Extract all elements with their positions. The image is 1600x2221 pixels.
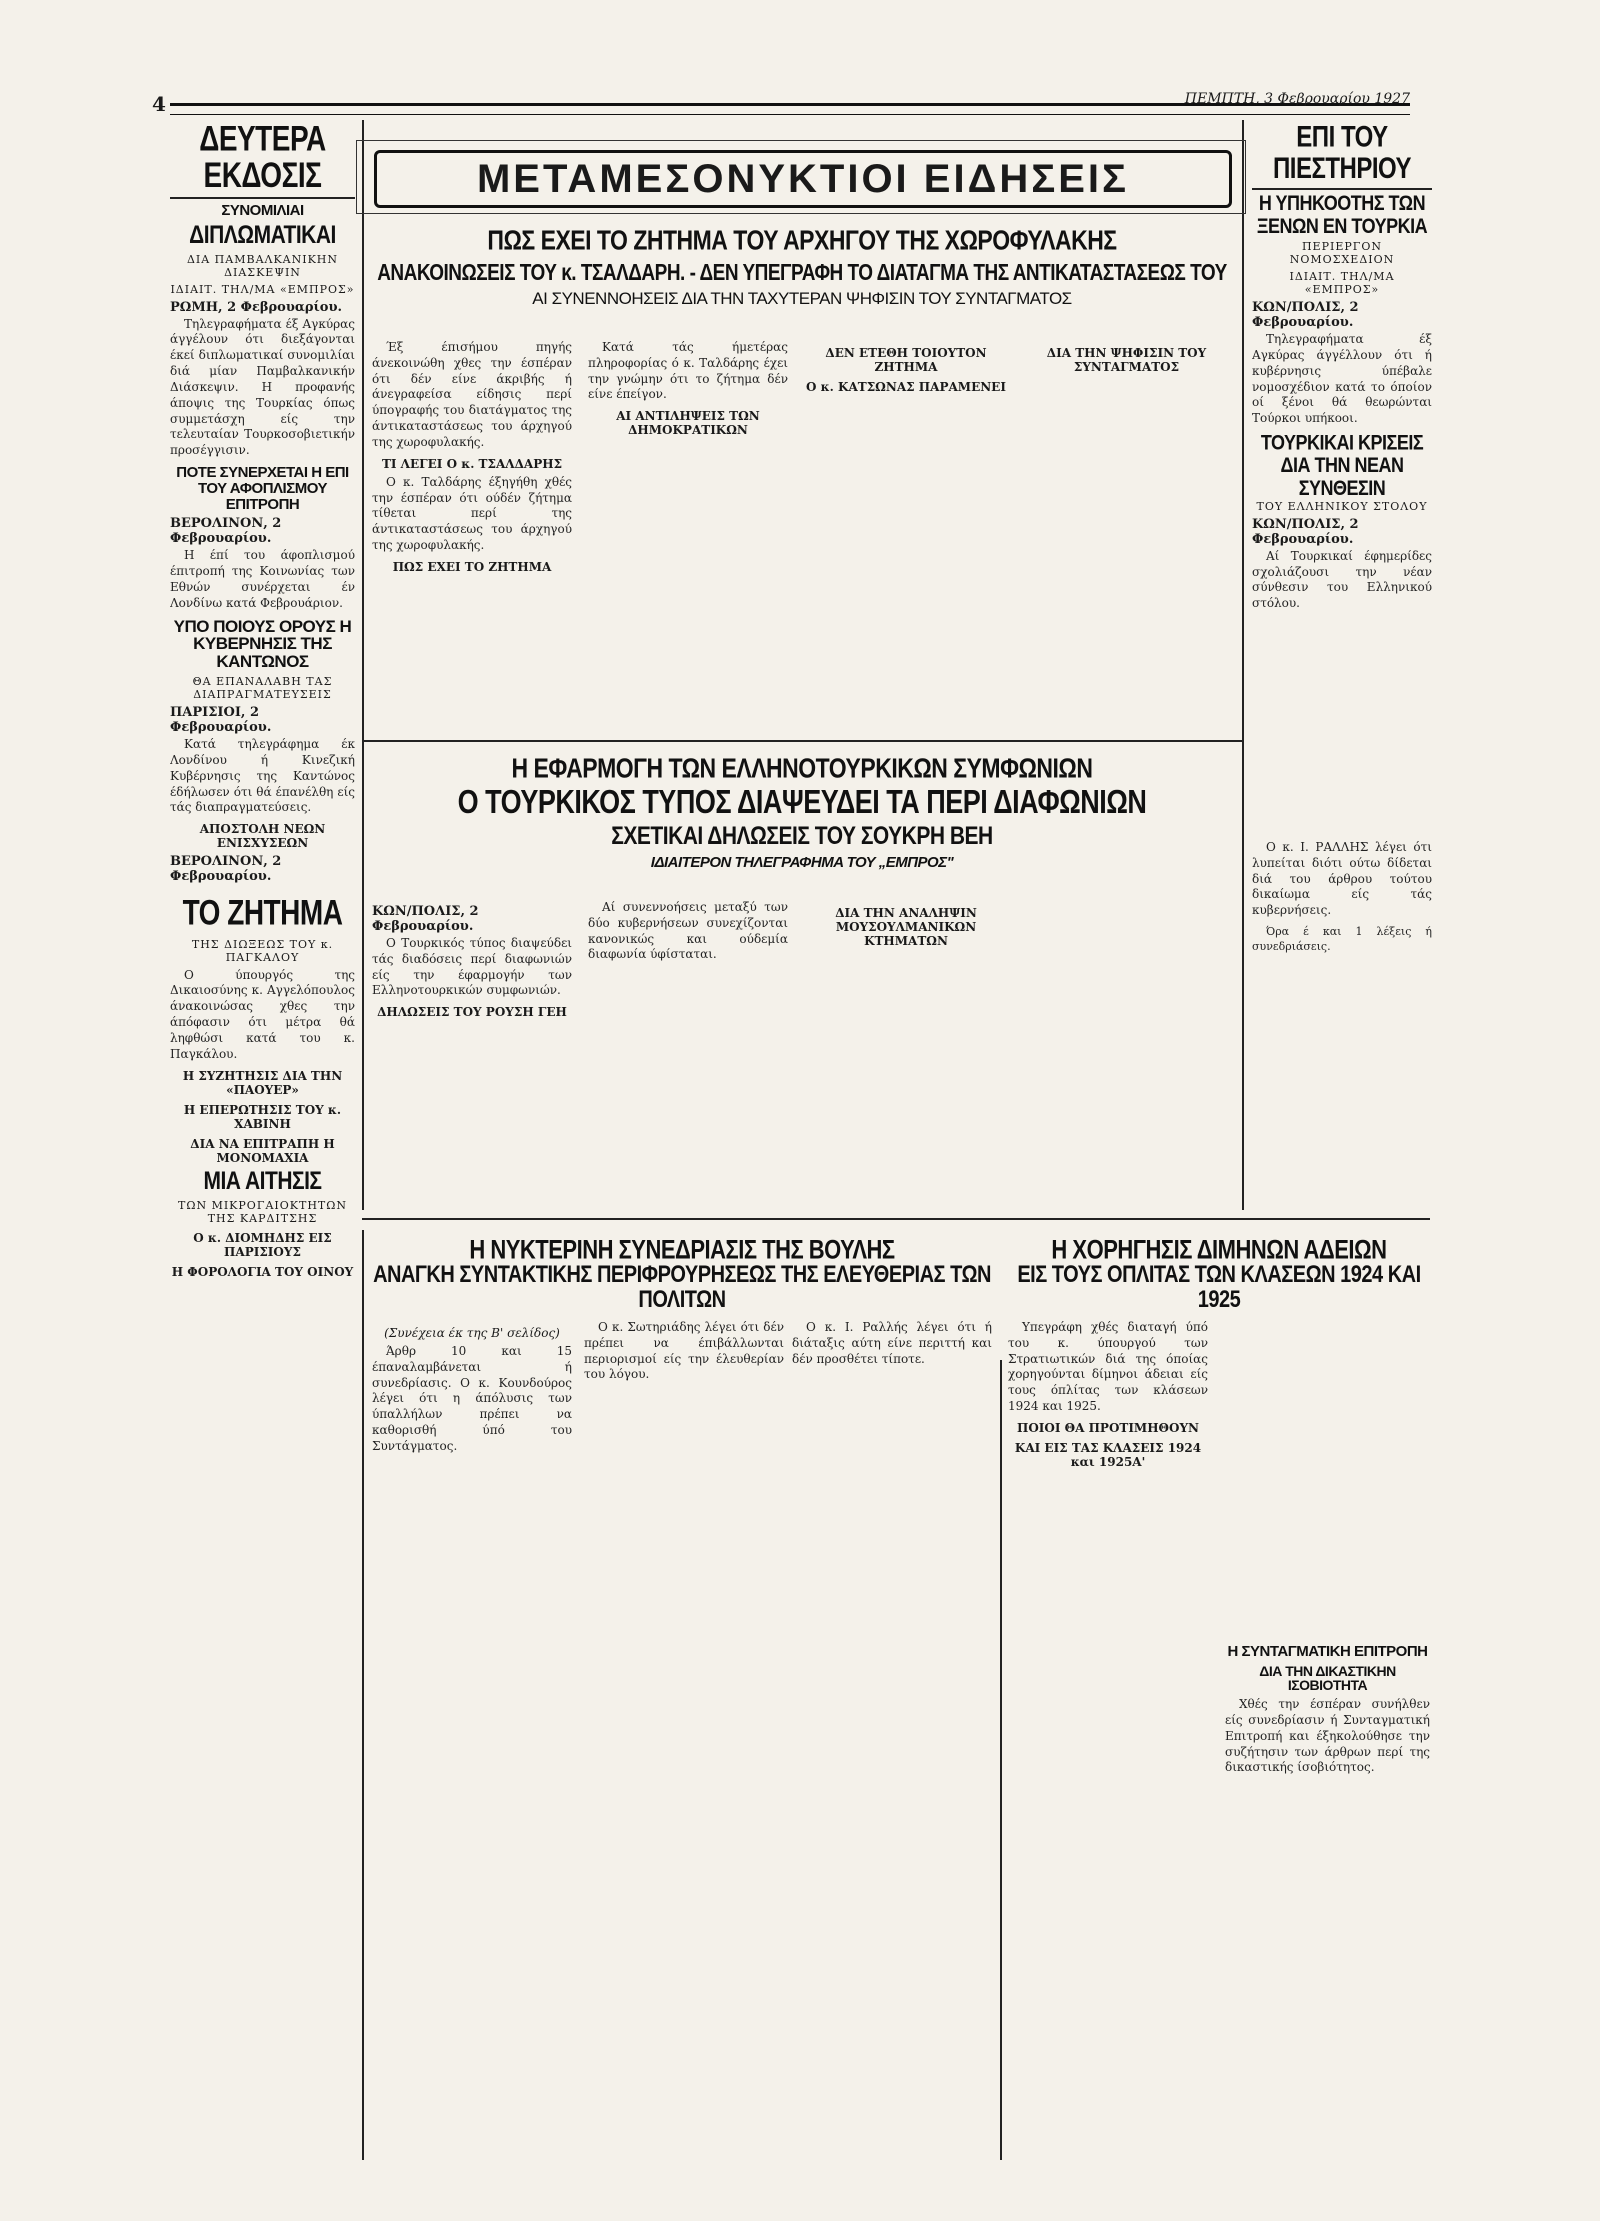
story-source: ΙΔΙΑΙΤ. ΤΗΛ/ΜΑ «ΕΜΠΡΟΣ» (1289, 270, 1395, 297)
right-bottom-col2 (1225, 1640, 1430, 1782)
section-rule (1000, 1218, 1430, 1220)
center-top-story (372, 222, 1232, 312)
left-column (170, 120, 355, 1283)
story-headline: Η ΧΟΡΗΓΗΣΙΣ ΔΙΜΗΝΩΝ ΑΔΕΙΩΝ (1051, 1234, 1387, 1265)
story-subhead: ΤΟΥ ΕΛΛΗΝΙΚΟΥ ΣΤΟΛΟΥ (1256, 499, 1428, 513)
story-subhead: ΠΕΡΙΕΡΓΟΝ ΝΟΜΟΣΧΕΔΙΟΝ (1289, 240, 1395, 267)
column-rule (1242, 120, 1244, 1210)
story-body: Κατά τηλεγράφημα έκ Λονδίνου ή Κινεζική Κυβέρνησις της Καντώνος έδήλωσεν ότι θά έπανέλθη είς τάς διαπραγματεύσεις. (170, 737, 355, 815)
section-banner: ΜΕΤΑΜΕΣΟΝΥΚΤΙΟΙ ΕΙΔΗΣΕΙΣ (374, 150, 1232, 208)
story-subhead: ΔΙΑ ΠΑΜΒΑΛΚΑΝΙΚΗΝ ΔΙΑΣΚΕΨΙΝ (186, 252, 339, 279)
story-body: Ο ύπουργός της Δικαιοσύνης κ. Αγγελόπουλος άνακοινώσας χθες την άπόφασιν ότι μέτρα θά ληφθώσι κατά του κ. Παγκάλου. (170, 967, 355, 1061)
story-dateline: ΚΩΝ/ΠΟΛΙΣ, 2 Φεβρουαρίου. (372, 904, 479, 934)
story-headline: ΣΧΕΤΙΚΑΙ ΔΗΛΩΣΕΙΣ ΤΟΥ ΣΟΥΚΡΗ ΒΕΗ (611, 823, 993, 851)
story-body: Τηλεγραφήματα έξ Αγκύρας άγγέλουν ότι διεξάγονται έκεί διπλωματικαί συνομιλίαι διά μίαν Παμβαλκανικήν Διάσκεψιν. Η προφανής άποψις της Τουρκίας όπως συμμετάσχη είς την τελευταίαν Τουρκοσοβιετικήν προσέγγισιν. (170, 316, 355, 458)
story-headline: Ο κ. ΔΙΟΜΗΔΗΣ ΕΙΣ ΠΑΡΙΣΙΟΥΣ (193, 1230, 332, 1259)
story-source: ΙΔΙΑΙΤ. ΤΗΛ/ΜΑ «ΕΜΠΡΟΣ» (170, 282, 355, 296)
story-subhead: ΑΙ ΑΝΤΙΛΗΨΕΙΣ ΤΩΝ ΔΗΜΟΚΡΑΤΙΚΩΝ (616, 409, 760, 438)
story-headline: ΕΙΣ ΤΟΥΣ ΟΠΛΙΤΑΣ ΤΩΝ ΚΛΑΣΕΩΝ 1924 ΚΑΙ 1925 (1017, 1261, 1421, 1314)
story-dateline: ΚΩΝ/ΠΟΛΙΣ, 2 Φεβρουαρίου. (1252, 516, 1359, 547)
story-subhead: ΤΗΣ ΔΙΩΞΕΩΣ ΤΟΥ κ. ΠΑΓΚΑΛΟΥ (191, 937, 334, 964)
story-dateline: ΡΩΜΗ, 2 Φεβρουαρίου. (170, 299, 342, 315)
story-subhead: ΤΙ ΛΕΓΕΙ Ο κ. ΤΣΑΛΔΑΡΗΣ (381, 456, 563, 471)
story-headline: Η ΕΦΑΡΜΟΓΗ ΤΩΝ ΕΛΛΗΝΟΤΟΥΡΚΙΚΩΝ ΣΥΜΦΩΝΙΩΝ (511, 752, 1093, 784)
center-mid-col1 (372, 900, 572, 1023)
folio-date: ΠΕΜΠΤΗ, 3 Φεβρουαρίου 1927 (1184, 91, 1410, 107)
story-kicker: ΣΥΝΟΜΙΛΙΑΙ (221, 201, 304, 219)
story-subhead: ΠΟΙΟΙ ΘΑ ΠΡΟΤΙΜΗΘΟΥΝ (1017, 1420, 1199, 1435)
story-subhead: Ο κ. ΚΑΤΣΩΝΑΣ ΠΑΡΑΜΕΝΕΙ (806, 380, 1006, 394)
story-subhead: ΔΙΑ ΤΗΝ ΨΗΦΙΣΙΝ ΤΟΥ ΣΥΝΤΑΓΜΑΤΟΣ (1046, 346, 1207, 374)
center-bottom-col2 (584, 1320, 784, 1389)
center-top-col2 (588, 340, 788, 441)
footnote: Όρα έ και 1 λέξεις ή συνεδριάσεις. (1252, 925, 1432, 953)
story-headline: Η ΝΥΚΤΕΡΙΝΗ ΣΥΝΕΔΡΙΑΣΙΣ ΤΗΣ ΒΟΥΛΗΣ (469, 1234, 895, 1265)
story-subhead: ΚΑΙ ΕΙΣ ΤΑΣ ΚΛΑΣΕΙΣ 1924 και 1925Α' (1014, 1440, 1202, 1469)
story-dateline: ΚΩΝ/ΠΟΛΙΣ, 2 Φεβρουαρίου. (1252, 300, 1359, 331)
story-headline: ΔΙΑ ΤΗΝ ΔΙΚΑΣΤΙΚΗΝ ΙΣΟΒΙΟΤΗΤΑ (1259, 1662, 1396, 1694)
story-headline: ΔΙΠΛΩΜΑΤΙΚΑΙ (189, 221, 336, 249)
column-rule (1000, 1360, 1002, 2160)
story-headline: Η ΕΠΕΡΩΤΗΣΙΣ ΤΟΥ κ. ΧΑΒΙΝΗ (183, 1102, 342, 1131)
center-mid-col2 (588, 900, 788, 969)
right-bottom-story (1008, 1232, 1430, 1315)
center-top-col3 (806, 340, 1006, 398)
story-subhead: ΑΙ ΣΥΝΕΝΝΟΗΣΕΙΣ ΔΙΑ ΤΗΝ ΤΑΧΥΤΕΡΑΝ ΨΗΦΙΣΙΝ ΤΟΥ ΣΥΝΤΑΓΜΑΤΟΣ (532, 289, 1072, 309)
story-body: Υπεγράφη χθές διαταγή ύπό του κ. ύπουργού των Στρατιωτικών διά της όποίας χορηγούνται δίμηνοι άδειαι είς τους όπλίτας των κλάσεων 1924 και 1925. (1008, 1320, 1208, 1414)
story-subhead: ΤΩΝ ΜΙΚΡΟΓΑΙΟΚΤΗΤΩΝ ΤΗΣ ΚΑΡΔΙΤΣΗΣ (178, 1198, 347, 1225)
story-headline: Η ΣΥΝΤΑΓΜΑΤΙΚΗ ΕΠΙΤΡΟΠΗ (1227, 1643, 1428, 1660)
story-body: Ο Τουρκικός τύπος διαψεύδει τάς διαδόσεις περί διαφωνιών είς την έφαρμογήν των Ελληνοτουρκικών συμφωνιών. (372, 936, 572, 998)
page-number: 4 (152, 92, 166, 116)
story-headline: ΠΩΣ ΕΧΕΙ ΤΟ ΖΗΤΗΜΑ ΤΟΥ ΑΡΧΗΓΟΥ ΤΗΣ ΧΩΡΟΦΥΛΑΚΗΣ (487, 224, 1117, 256)
center-top-col4 (1024, 340, 1229, 378)
story-body: Άρθρ 10 και 15 έπαναλαμβάνεται ή συνεδρίασις. Ο κ. Κουνδούρος λέγει ότι η άπόλυσις των ύπαλλήλων πρέπει να καθορισθή ύπό του Συντάγματος. (372, 1344, 572, 1453)
right-column (1252, 120, 1432, 618)
center-mid-col3 (806, 900, 1006, 952)
center-mid-story (372, 750, 1232, 874)
story-subhead: ΔΗΛΩΣΕΙΣ ΤΟΥ ΡΟΥΣΗ ΓΕΗ (377, 1005, 567, 1020)
story-headline: ΑΝΑΚΟΙΝΩΣΕΙΣ ΤΟΥ κ. ΤΣΑΛΔΑΡΗ. - ΔΕΝ ΥΠΕΓΡΑΦΗ ΤΟ ΔΙΑΤΑΓΜΑ ΤΗΣ ΑΝΤΙΚΑΤΑΣΤΑΣΕΩΣ ΤΟΥ (377, 260, 1227, 287)
story-source: ΙΔΙΑΙΤΕΡΟΝ ΤΗΛΕΓΡΑΦΗΜΑ ΤΟΥ „ΕΜΠΡΟΣ" (650, 853, 954, 871)
story-body: Ο κ. Ταλδάρης έξηγήθη χθές την έσπέραν ότι ούδέν ζήτημα τίθεται περί της άντικαταστάσεως του άρχηγού της χωροφυλακής. (372, 474, 572, 553)
story-dateline: ΒΕΡΟΛΙΝΟΝ, 2 Φεβρουαρίου. (170, 854, 282, 885)
right-continuation (1252, 840, 1432, 960)
story-body: Χθές την έσπέραν συνήλθεν είς συνεδρίασιν ή Συνταγματική Επιτροπή και έξηκολούθησε την συζήτησιν των άρθρων περί της δικαστικής ίσοβιότητος. (1225, 1697, 1430, 1775)
story-subhead: ΘΑ ΕΠΑΝΑΛΑΒΗ ΤΑΣ ΔΙΑΠΡΑΓΜΑΤΕΥΣΕΙΣ (192, 675, 333, 702)
story-headline: ΤΟΥΡΚΙΚΑΙ ΚΡΙΣΕΙΣ ΔΙΑ ΤΗΝ ΝΕΑΝ ΣΥΝΘΕΣΙΝ (1260, 430, 1424, 500)
center-top-col1 (372, 340, 572, 578)
story-body: Κατά τάς ήμετέρας πληροφορίας ό κ. Ταλδάρης έχει την γνώμην ότι το ζήτημα δέν είνε έπείγον. (588, 340, 788, 402)
story-headline: ΜΙΑ ΑΙΤΗΣΙΣ (203, 1167, 322, 1195)
story-dateline: ΒΕΡΟΛΙΝΟΝ, 2 Φεβρουαρίου. (170, 516, 282, 547)
story-byline: ΑΠΟΣΤΟΛΗ ΝΕΩΝ ΕΝΙΣΧΥΣΕΩΝ (199, 822, 326, 851)
story-body: Αί Τουρκικαί έφημερίδες σχολιάζουσι την νέαν σύνθεσιν του Ελληνικού στόλου. (1252, 548, 1432, 611)
center-bottom-story (372, 1232, 992, 1315)
story-body: Αί συνεννοήσεις μεταξύ των δύο κυβερνήσεων συνεχίζονται κανονικώς και ούδεμία διαφωνία ύφίσταται. (588, 900, 788, 962)
center-bottom-col1 (372, 1320, 572, 1461)
column-rule (362, 120, 364, 1210)
story-headline: Η ΦΟΡΟΛΟΓΙΑ ΤΟΥ ΟΙΝΟΥ (171, 1264, 354, 1279)
right-bottom-col1 (1008, 1320, 1208, 1473)
story-dateline: ΠΑΡΙΣΙΟΙ, 2 Φεβρουαρίου. (170, 705, 272, 736)
story-headline: ΠΟΤΕ ΣΥΝΕΡΧΕΤΑΙ Η ΕΠΙ ΤΟΥ ΑΦΟΠΛΙΣΜΟΥ ΕΠΙΤΡΟΠΗ (176, 464, 349, 513)
story-subhead: ΔΕΝ ΕΤΕΘΗ ΤΟΙΟΥΤΟΝ ΖΗΤΗΜΑ (825, 346, 987, 374)
story-headline: ΤΟ ΖΗΤΗΜΑ (182, 893, 343, 933)
story-headline: ΑΝΑΓΚΗ ΣΥΝΤΑΚΤΙΚΗΣ ΠΕΡΙΦΡΟΥΡΗΣΕΩΣ ΤΗΣ ΕΛΕΥΘΕΡΙΑΣ ΤΩΝ ΠΟΛΙΤΩΝ (373, 1261, 991, 1314)
story-headline: ΔΙΑ ΝΑ ΕΠΙΤΡΑΠΗ Η ΜΟΝΟΜΑΧΙΑ (190, 1136, 335, 1165)
story-headline: Ο ΤΟΥΡΚΙΚΟΣ ΤΥΠΟΣ ΔΙΑΨΕΥΔΕΙ ΤΑ ΠΕΡΙ ΔΙΑΦΩΝΙΩΝ (457, 783, 1147, 821)
edition-label: ΔΕΥΤΕΡΑ ΕΚΔΟΣΙΣ (199, 120, 326, 195)
story-body: Η έπί του άφοπλισμού έπιτροπή της Κοινωνίας των Εθνών συνέρχεται έν Λονδίνω κατά Φεβρουάριον. (170, 548, 355, 610)
story-headline: ΥΠΟ ΠΟΙΟΥΣ ΟΡΟΥΣ Η ΚΥΒΕΡΝΗΣΙΣ ΤΗΣ ΚΑΝΤΩΝΟΣ (173, 616, 352, 672)
section-label: ΕΠΙ ΤΟΥ ΠΙΕΣΤΗΡΙΟΥ (1272, 120, 1412, 186)
story-body: Τηλεγραφήματα έξ Αγκύρας άγγέλλουν ότι ή κυβέρνησις ύπέβαλε νομοσχέδιον κατά το όποίον οί ξένοι θά θεωρώνται Τούρκοι υπήκοοι. (1252, 332, 1432, 426)
story-headline: Η ΣΥΖΗΤΗΣΙΣ ΔΙΑ ΤΗΝ «ΠΑΟΥΕΡ» (182, 1068, 343, 1097)
story-headline: Η ΥΠΗΚΟΟΤΗΣ ΤΩΝ ΞΕΝΩΝ ΕΝ ΤΟΥΡΚΙΑ (1256, 191, 1428, 239)
story-subhead: ΠΩΣ ΕΧΕΙ ΤΟ ΖΗΤΗΜΑ (392, 559, 552, 574)
story-body: Έξ έπισήμου πηγής άνεκοινώθη χθες την έσπέραν ότι δέν είνε άκριβής ή άνεγραφείσα είδησις περί ύπογραφής του διατάγματος της άντικαταστάσεως του άρχηγού της χωροφυλακής. (372, 340, 572, 449)
center-bottom-col3 (792, 1320, 992, 1373)
story-body: Ο κ. Ι. ΡΑΛΛΗΣ λέγει ότι λυπείται διότι ούτω δίδεται διά του άρθρου τούτου δικαίωμα είς τάς κυβερνήσεις. (1252, 840, 1432, 918)
story-subhead: ΔΙΑ ΤΗΝ ΑΝΑΛΗΨΙΝ ΜΟΥΣΟΥΛΜΑΝΙΚΩΝ ΚΤΗΜΑΤΩΝ (835, 906, 977, 948)
story-body: Ο κ. Ι. Ραλλής λέγει ότι ή διάταξις αύτη είνε περιττή και δέν προσθέτει τίποτε. (792, 1320, 992, 1366)
continued-note: (Συνέχεια έκ της Β' σελίδος) (384, 1326, 560, 1340)
column-rule (362, 1230, 364, 2160)
story-body: Ο κ. Σωτηριάδης λέγει ότι δέν πρέπει να έπιβάλλωνται περιορισμοί είς την έλευθερίαν του λόγου. (584, 1320, 784, 1382)
section-rule (362, 740, 1242, 742)
